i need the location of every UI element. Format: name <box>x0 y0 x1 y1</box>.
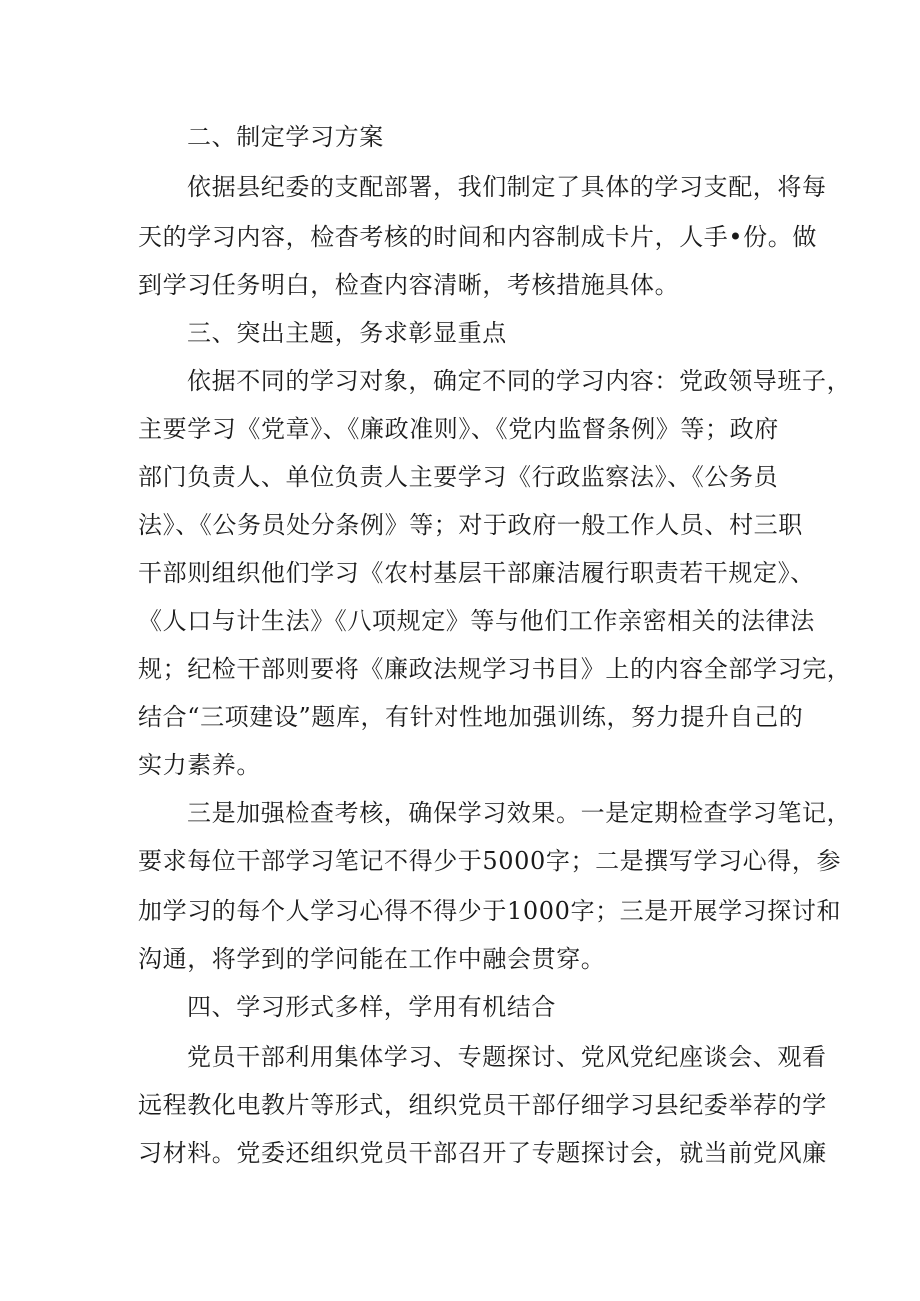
paragraph-line: 远程教化电教片等形式，组织党员干部仔细学习县纪委举荐的学 <box>138 1091 827 1119</box>
paragraph-line: 加学习的每个人学习心得不得少于1000字；三是开展学习探讨和 <box>138 897 842 925</box>
paragraph-line: 依据县纪委的支配部署，我们制定了具体的学习支配，将每 <box>187 173 827 201</box>
paragraph-line: 法》、《公务员处分条例》等；对于政府一般工作人员、村三职 <box>138 511 803 539</box>
section-heading-4: 四、学习形式多样，学用有机结合 <box>187 993 556 1021</box>
paragraph-line: 依据不同的学习对象，确定不同的学习内容：党政领导班子， <box>187 367 852 395</box>
paragraph-line: 到学习任务明白，检查内容清晰，考核措施具体。 <box>138 271 680 299</box>
paragraph-line: 党员干部利用集体学习、专题探讨、党风党纪座谈会、观看 <box>187 1043 827 1071</box>
paragraph-line: 三是加强检查考核，确保学习效果。一是定期检查学习笔记， <box>187 799 852 827</box>
paragraph-line: 习材料。党委还组织党员干部召开了专题探讨会，就当前党风廉 <box>138 1139 827 1167</box>
paragraph-line: 天的学习内容，检杳考核的时间和内容制成卡片，人手•份。做 <box>138 223 817 251</box>
section-heading-2: 二、制定学习方案 <box>187 123 384 151</box>
paragraph-line: 干部则组织他们学习《农村基层干部廉洁履行职责若干规定》、 <box>138 559 815 587</box>
paragraph-line: 规；纪检干部则要将《廉政法规学习书目》上的内容全部学习完， <box>138 655 852 683</box>
paragraph-line: 部门负责人、单位负责人主要学习《行政监察法》、《公务员 <box>138 463 779 491</box>
paragraph-line: 要求每位干部学习笔记不得少于5000字；二是撰写学习心得，参 <box>138 847 842 875</box>
paragraph-line: 《人口与计生法》《八项规定》等与他们工作亲密相关的法律法 <box>138 607 815 635</box>
paragraph-line: 实力素养。 <box>138 751 261 779</box>
paragraph-line: 沟通，将学到的学问能在工作中融会贯穿。 <box>138 945 606 973</box>
section-heading-3: 三、突出主题，务求彰显重点 <box>187 319 507 347</box>
paragraph-line: 主要学习《党章》、《廉政准则》、《党内监督条例》等；政府 <box>138 415 779 443</box>
paragraph-line: 结合“三项建设”题库，有针对性地加强训练，努力提升自己的 <box>138 703 804 731</box>
